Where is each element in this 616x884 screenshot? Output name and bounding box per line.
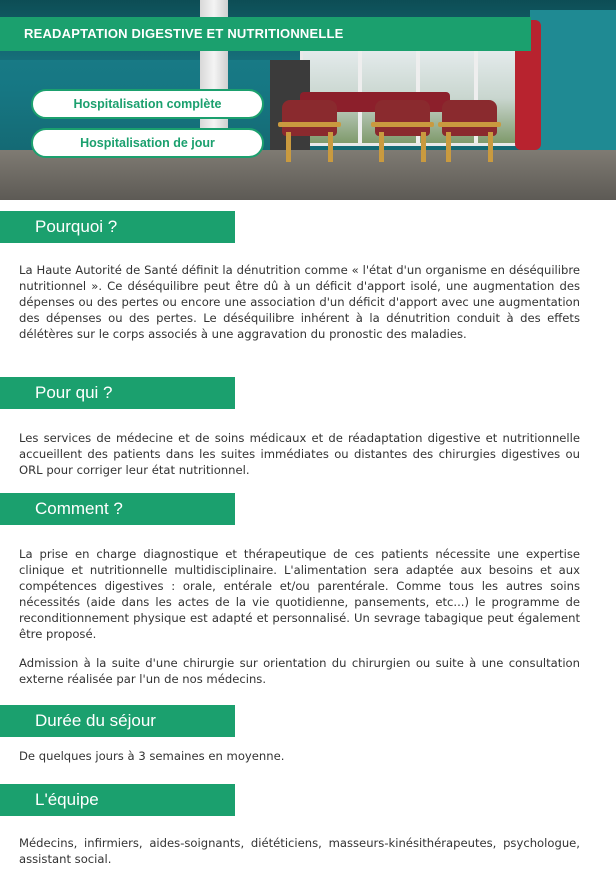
section-heading-pourquoi: Pourquoi ? bbox=[0, 211, 235, 243]
section-text-equipe: Médecins, infirmiers, aides-soignants, diététiciens, masseurs-kinésithérapeutes, psychologue, assistant social. bbox=[19, 836, 580, 866]
page-title: READAPTATION DIGESTIVE ET NUTRITIONNELLE bbox=[0, 17, 531, 51]
hospitalisation-complete-button[interactable]: Hospitalisation complète bbox=[31, 89, 264, 119]
hospitalisation-de-jour-button[interactable]: Hospitalisation de jour bbox=[31, 128, 264, 158]
section-text-duree: De quelques jours à 3 semaines en moyenne. bbox=[19, 749, 285, 763]
section-heading-pour-qui: Pour qui ? bbox=[0, 377, 235, 409]
photo-chair bbox=[282, 100, 337, 162]
photo-chair bbox=[442, 100, 497, 162]
section-text-admission: Admission à la suite d'une chirurgie sur orientation du chirurgien ou suite à une consultation externe réalisée par l'un de nos médecins. bbox=[19, 656, 580, 686]
section-heading-equipe: L'équipe bbox=[0, 784, 235, 816]
section-text-pourquoi: La Haute Autorité de Santé définit la dénutrition comme « l'état d'un organisme en déséquilibre nutritionnel ». Ce déséquilibre peut être dû à un déficit d'apport isolé, une augmentation des dépenses ou des pertes ou encore une association d'un déficit d'apport avec une augmentation des dépenses ou des pertes. Le déséquilibre inhérent à la dénutrition conduit à des effets délétères sur le corps associés à une aggravation du pronostic des maladies. bbox=[19, 263, 580, 341]
section-heading-duree: Durée du séjour bbox=[0, 705, 235, 737]
section-heading-comment: Comment ? bbox=[0, 493, 235, 525]
photo-chair bbox=[375, 100, 430, 162]
section-text-pour-qui: Les services de médecine et de soins médicaux et de réadaptation digestive et nutritionnelle accueillent des patients dans les suites immédiates ou distantes des chirurgies digestives ou ORL pour corriger leur état nutritionnel. bbox=[19, 431, 580, 477]
section-text-comment: La prise en charge diagnostique et thérapeutique de ces patients nécessite une expertise clinique et nutritionnelle multidisciplinaire. L'alimentation sera adaptée aux besoins et aux compétences digestives : orale, entérale et/ou parentérale. Comme tous les autres soins nécessités (aide dans les actes de la vie quotidienne, pansements, etc...) le programme de reconditionnement physique est adapté et personnalisé. Un sevrage tabagique peut également être proposé. bbox=[19, 547, 580, 641]
